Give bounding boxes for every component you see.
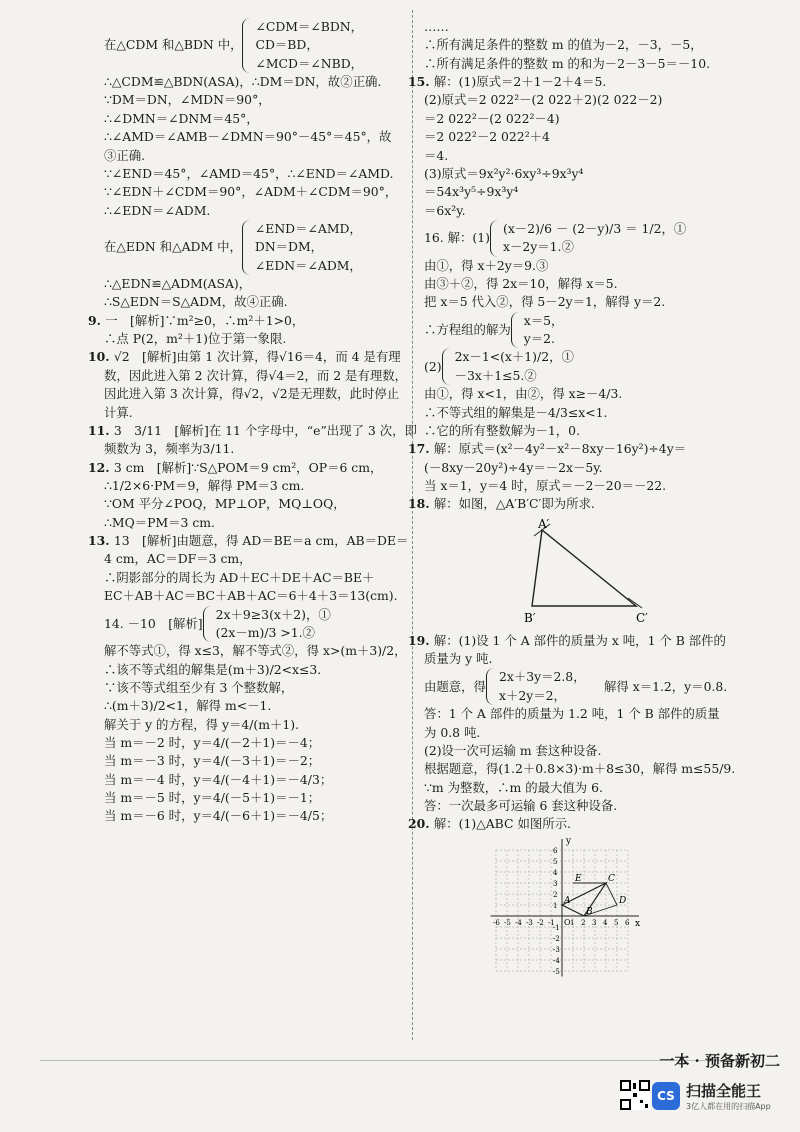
brace-icon (442, 348, 451, 385)
system-rows (216, 606, 331, 643)
system-row: (2x－m)/3 >1.② (215, 624, 315, 640)
x-tick-label: -6 (493, 918, 500, 927)
problem-text: 13 [解析]由题意，得 AD＝BE＝a cm，AB＝DE＝ (113, 533, 409, 549)
system-row: x－2y＝1.② (502, 239, 574, 255)
solution-line: 当 m＝－5 时，y＝4/(－5＋1)＝－1； (104, 790, 321, 806)
system-prefix: 在△EDN 和△ADM 中， (104, 239, 242, 255)
y-tick-label: -2 (553, 934, 560, 943)
system-row: x＋2y＝2， (498, 687, 566, 703)
brace-icon (203, 606, 212, 643)
point-label: B (586, 906, 593, 917)
solution-line: ∴∠DMN＝∠DNM＝45°， (104, 110, 259, 126)
left-column (88, 18, 417, 826)
solution-line: ∴△CDM≌△BDN(ASA)，∴DM＝DN，故②正确. (104, 74, 382, 90)
solution-line: (3)原式＝9x²y²·6xy³÷9x³y⁴ (424, 165, 584, 181)
solution-line: 当 m＝－2 时，y＝4/(－2＋1)＝－4； (104, 735, 321, 751)
equation-system (424, 220, 780, 257)
system-row: －3x＋1≤5.② (454, 367, 537, 383)
system-rows (524, 312, 564, 349)
solution-line: ∴(m＋3)/2<1，解得 m<－1. (104, 698, 272, 714)
equation-system (424, 348, 780, 385)
brace-icon (486, 668, 495, 705)
equation-system (104, 220, 404, 275)
y-tick-label: 5 (553, 857, 558, 866)
coordinate-grid-figure (484, 838, 654, 978)
x-tick-label: 2 (581, 918, 586, 927)
solution-line: ∴不等式组的解集是－4/3≤x<1. (424, 404, 608, 420)
problem-number: 11. (88, 422, 114, 438)
vertex-label: A′ (538, 517, 550, 531)
brand-name: 扫描全能王 (686, 1082, 762, 1100)
system-row: 2x＋9≥3(x＋2)，① (215, 606, 331, 622)
solution-line: ∵∠END＝45°，∠AMD＝45°，∴∠END＝∠AMD. (104, 165, 394, 181)
solution-line: ∵OM 平分∠POQ，MP⊥OP，MQ⊥OQ， (104, 496, 346, 512)
y-tick-label: 2 (553, 890, 558, 899)
footer-rule (40, 1060, 760, 1061)
solution-line: 把 x＝5 代入②，得 5－2y＝1，解得 y＝2. (424, 294, 666, 310)
equation-system (424, 312, 780, 349)
system-prefix: 16. 解：(1) (424, 230, 490, 246)
system-row: ∠MCD＝∠NBD， (255, 55, 364, 71)
x-tick-label: -2 (537, 918, 544, 927)
brace-icon (490, 220, 499, 257)
system-prefix: (2) (424, 358, 442, 374)
solution-line: ∴△EDN≌△ADM(ASA)， (104, 276, 252, 292)
solution-line: 由①，得 x<1，由②，得 x≥－4/3. (424, 386, 623, 402)
system-prefix: 14. －10 [解析] (104, 615, 203, 631)
solution-line: 当 m＝－6 时，y＝4/(－6＋1)＝－4/5； (104, 808, 333, 824)
y-tick-label: -4 (553, 956, 560, 965)
solution-line: ∴∠AMD＝∠AMB－∠DMN＝90°－45°＝45°，故 (104, 129, 392, 145)
system-row: y＝2. (523, 331, 555, 347)
problem-text: 解：如图，△A′B′C′即为所求. (433, 496, 595, 512)
x-tick-label: -4 (515, 918, 522, 927)
solution-line: 为 0.8 吨. (424, 724, 481, 740)
solution-line: (－8xy－20y²)÷4y＝－2x－5y. (424, 459, 603, 475)
problem-text: 解：(1)设 1 个 A 部件的质量为 x 吨，1 个 B 部件的 (433, 632, 726, 648)
x-tick-label: 4 (603, 918, 608, 927)
scanner-brand (652, 1080, 771, 1112)
problem-line (88, 312, 404, 330)
system-rows (455, 348, 574, 385)
x-tick-label: 3 (592, 918, 597, 927)
solution-line: ∴S△EDN＝S△ADM，故④正确. (104, 294, 288, 310)
right-column (408, 18, 780, 982)
solution-line: 由①，得 x＋2y＝9.③ (424, 257, 549, 273)
brace-icon (511, 312, 520, 349)
problem-line (408, 815, 780, 833)
system-row: CD＝BD， (255, 37, 319, 53)
solution-line: ∴所有满足条件的整数 m 的值为－2，－3，－5， (424, 37, 703, 53)
problem-line (408, 632, 780, 650)
qr-code-icon (620, 1080, 650, 1110)
system-row: 2x＋3y＝2.8， (498, 669, 586, 685)
solution-line: ＝2 022²－2 022²＋4 (424, 129, 550, 145)
problem-number: 9. (88, 312, 106, 328)
problem-number: 19. (408, 632, 434, 648)
problem-text: 3 3/11 [解析]在 11 个字母中，“e”出现了 3 次，即 (113, 422, 417, 438)
y-tick-label: 3 (553, 879, 558, 888)
solution-line: 当 x＝1，y＝4 时，原式＝－2－20＝－22. (424, 477, 667, 493)
solution-line: …… (424, 19, 449, 34)
system-row: (x－2)/6 － (2－y)/3 ＝ 1/2，① (502, 220, 687, 236)
solution-line: 当 m＝－3 时，y＝4/(－3＋1)＝－2； (104, 753, 321, 769)
equation-system (104, 18, 404, 73)
problem-line (88, 459, 404, 477)
solution-line: ∴所有满足条件的整数 m 的和为－2－3－5＝－10. (424, 55, 711, 71)
system-row: ∠EDN＝∠ADM， (254, 257, 362, 273)
problem-line (408, 440, 780, 458)
problem-line (408, 73, 780, 91)
system-suffix: 解得 x＝1.2，y＝0.8. (591, 678, 728, 694)
solution-line: 计算. (104, 404, 133, 420)
solution-line: ＝2 022²－(2 022²－4) (424, 110, 560, 126)
y-tick-label: 6 (553, 846, 558, 855)
system-rows (255, 18, 363, 73)
problem-line (88, 348, 404, 366)
system-prefix: ∴方程组的解为 (424, 321, 511, 337)
solution-line: (2)设一次可运输 m 套这种设备. (424, 742, 602, 758)
problem-line (88, 532, 409, 550)
problem-number: 18. (408, 496, 434, 512)
triangle-figure (524, 518, 704, 628)
point-label: E (575, 873, 582, 884)
solution-line: 由③＋②，得 2x＝10，解得 x＝5. (424, 276, 618, 292)
solution-line: 因此进入第 3 次计算，得√2，√2是无理数，此时停止 (104, 386, 400, 402)
point-label: D (619, 895, 627, 906)
brace-icon (242, 18, 251, 73)
problem-number: 15. (408, 74, 434, 90)
triangle-outline (532, 530, 636, 606)
solution-line: ∵∠EDN＋∠CDM＝90°，∠ADM＋∠CDM＝90°， (104, 184, 398, 200)
book-title: 一本 · 预备新初二 (659, 1052, 780, 1070)
solution-line: ＝4. (424, 147, 449, 163)
point-label: C (608, 873, 615, 884)
equation-system (424, 668, 780, 705)
solution-line: ③正确. (104, 147, 146, 163)
solution-line: ∴点 P(2，m²＋1)位于第一象限. (104, 331, 287, 347)
solution-line: 答：1 个 A 部件的质量为 1.2 吨，1 个 B 部件的质量 (424, 706, 720, 722)
problem-line (88, 422, 417, 440)
solution-line: ＝6x²y. (424, 202, 466, 218)
solution-line: 根据题意，得(1.2＋0.8×3)·m＋8≤30，解得 m≤55/9. (424, 761, 736, 777)
system-prefix: 在△CDM 和△BDN 中， (104, 37, 243, 53)
x-tick-label: -1 (548, 918, 555, 927)
problem-number: 17. (408, 441, 434, 457)
x-tick-label: 6 (625, 918, 630, 927)
problem-text: 解：原式＝(x²－4y²－x²－8xy－16y²)÷4y＝ (433, 441, 687, 457)
y-tick-label: -3 (553, 945, 560, 954)
solution-line: 当 m＝－4 时，y＝4/(－4＋1)＝－4/3； (104, 771, 333, 787)
solution-line: ∵该不等式组至少有 3 个整数解， (104, 679, 294, 695)
y-tick-label: -1 (553, 923, 560, 932)
solution-line: ∵DM＝DN，∠MDN＝90°， (104, 92, 271, 108)
problem-text: 解：(1)△ABC 如图所示. (433, 816, 571, 832)
x-tick-label: 5 (614, 918, 619, 927)
system-row: 2x－1<(x＋1)/2，① (454, 349, 574, 365)
system-row: DN＝DM， (254, 239, 324, 255)
origin-label: O (564, 917, 571, 927)
x-tick-label: 1 (570, 918, 575, 927)
problem-text: 一 [解析]∵m²≥0，∴m²＋1>0， (105, 312, 305, 328)
brand-tagline: 3亿人都在用的扫描App (686, 1102, 771, 1111)
solution-line: 4 cm，AC＝DF＝3 cm， (104, 551, 252, 567)
solution-line: 答：一次最多可运输 6 套这种设备. (424, 797, 618, 813)
cs-logo-icon: CS (652, 1082, 680, 1110)
system-row: ∠CDM＝∠BDN， (255, 19, 364, 34)
solution-line: ∴阴影部分的周长为 AD＋EC＋DE＋AC＝BE＋ (104, 569, 375, 585)
y-tick-label: -5 (553, 967, 560, 976)
solution-line: ∴它的所有整数解为－1，0. (424, 422, 581, 438)
solution-line: ∴1/2×6·PM＝9，解得 PM＝3 cm. (104, 477, 305, 493)
solution-line: 质量为 y 吨. (424, 651, 493, 667)
solution-line: ∴该不等式组的解集是(m＋3)/2<x≤3. (104, 661, 322, 677)
solution-line: 数，因此进入第 2 次计算，得√4＝2，而 2 是有理数， (104, 367, 407, 383)
system-rows (499, 668, 586, 705)
y-tick-label: 4 (553, 868, 558, 877)
vertex-label: B′ (524, 610, 536, 625)
y-tick-label: 1 (553, 901, 558, 910)
solution-line: ∴∠EDN＝∠ADM. (104, 202, 211, 218)
solution-line: 解关于 y 的方程，得 y＝4/(m＋1). (104, 716, 300, 732)
problem-number: 10. (88, 349, 114, 365)
x-tick-label: -5 (504, 918, 511, 927)
vertex-label: C′ (636, 610, 648, 625)
x-tick-label: -3 (526, 918, 533, 927)
y-axis-label: y (566, 837, 572, 847)
column-divider (412, 10, 413, 1040)
solution-line: 解不等式①，得 x≤3，解不等式②，得 x>(m＋3)/2， (104, 643, 407, 659)
solution-line: EC＋AB＋AC＝BC＋AB＋AC＝6＋4＋3＝13(cm). (104, 588, 398, 604)
system-rows (255, 220, 362, 275)
solution-line: ∵m 为整数，∴m 的最大值为 6. (424, 779, 603, 795)
problem-number: 13. (88, 533, 114, 549)
solution-line: (2)原式＝2 022²－(2 022＋2)(2 022－2) (424, 92, 663, 108)
equation-system (104, 606, 404, 643)
point-label: A (564, 895, 571, 906)
problem-line (408, 495, 780, 513)
solution-line: ＝54x³y⁵÷9x³y⁴ (424, 184, 519, 200)
problem-text: 3 cm [解析]∵S△POM＝9 cm²，OP＝6 cm， (113, 459, 383, 475)
solution-line: 频数为 3，频率为3/11. (104, 441, 235, 457)
x-axis-label: x (635, 918, 641, 929)
problem-number: 12. (88, 459, 114, 475)
problem-text: √2 [解析]由第 1 次计算，得√16＝4，而 4 是有理 (113, 349, 401, 365)
problem-text: 解：(1)原式＝2＋1－2＋4＝5. (433, 74, 607, 90)
brace-icon (242, 220, 251, 275)
system-row: ∠END＝∠AMD， (254, 220, 362, 236)
problem-number: 20. (408, 816, 434, 832)
system-prefix: 由题意，得 (424, 678, 486, 694)
solution-line: ∴MQ＝PM＝3 cm. (104, 514, 215, 530)
system-row: x＝5， (523, 312, 564, 328)
system-rows (503, 220, 686, 257)
